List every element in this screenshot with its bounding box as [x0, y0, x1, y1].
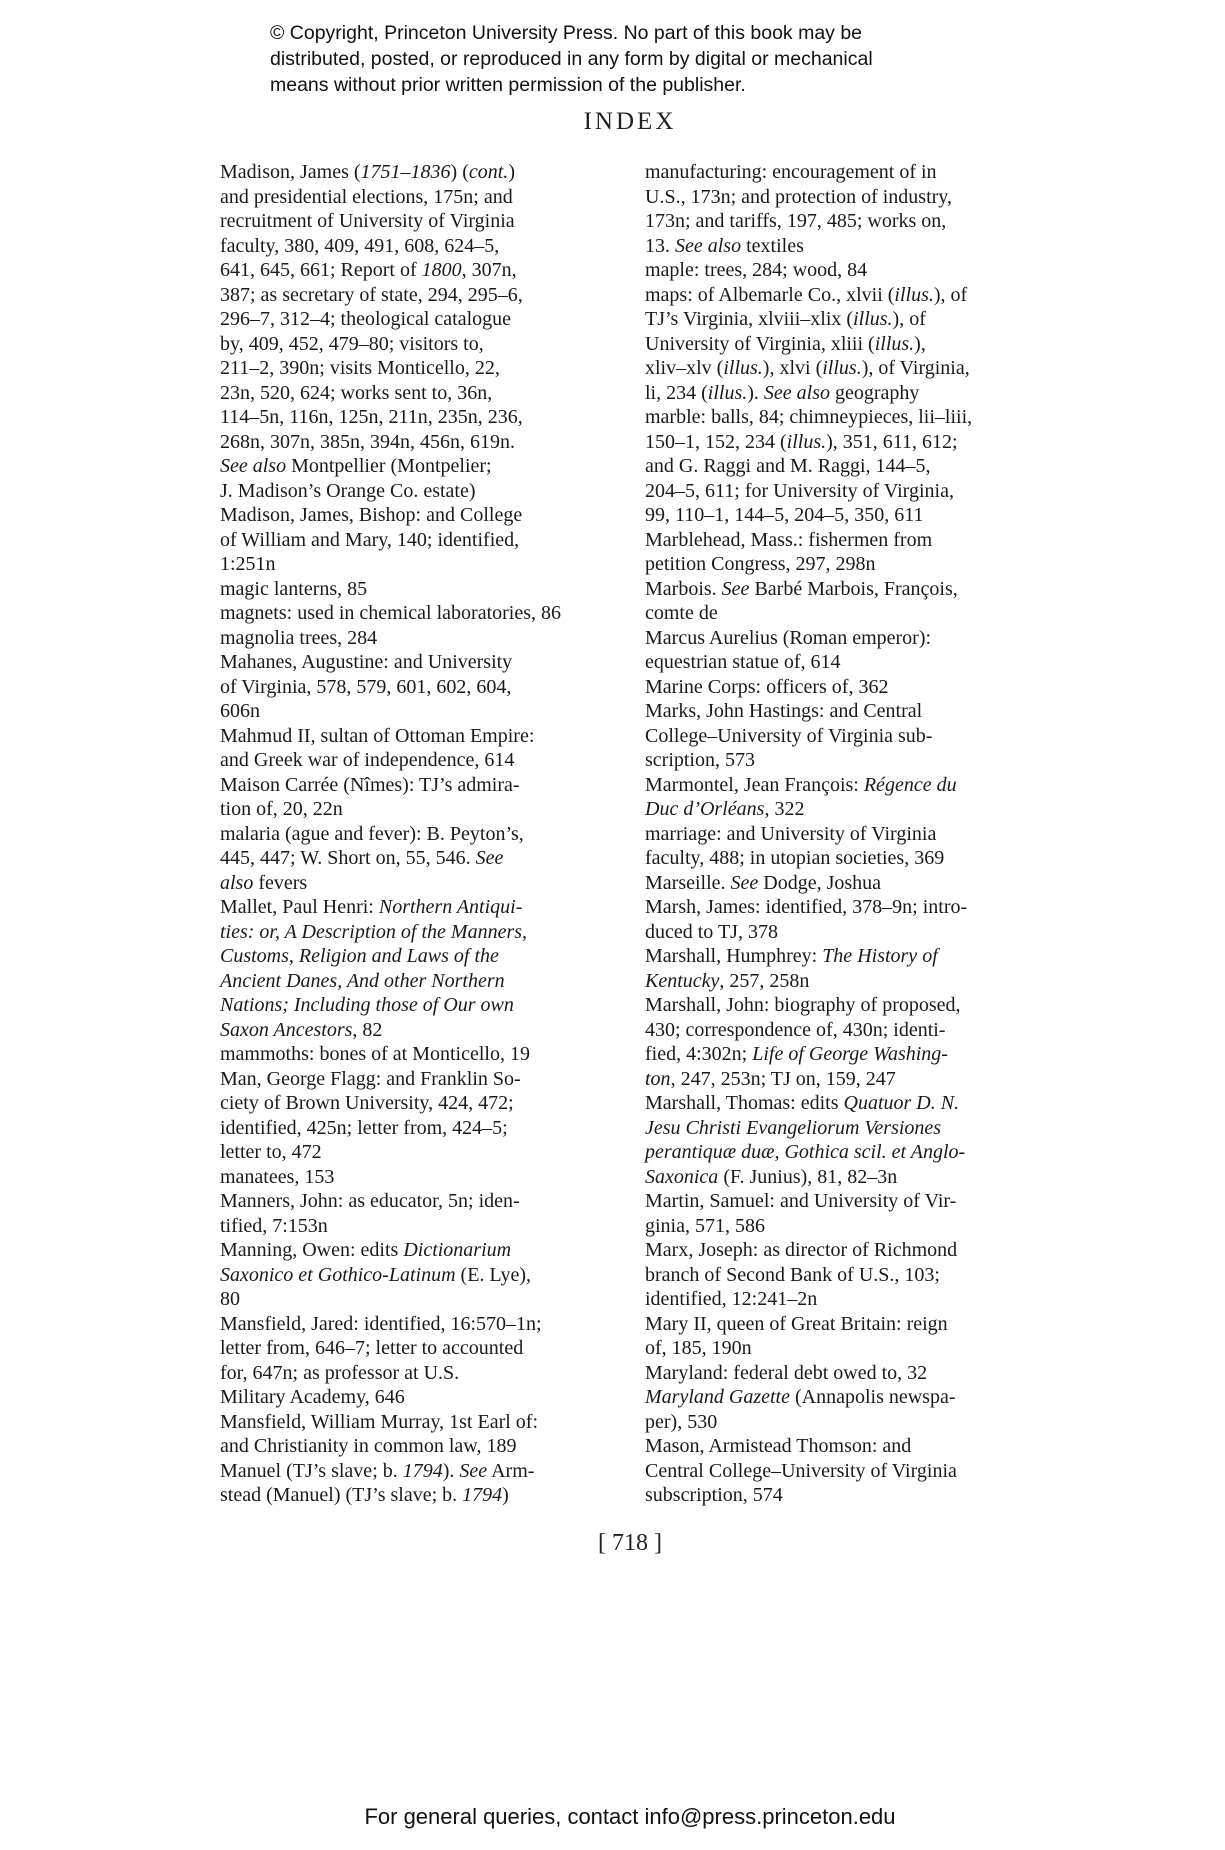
index-entry	[645, 405, 1045, 528]
index-entry-line: 1:251n	[220, 553, 276, 575]
index-entry-line: 204–5, 611; for University of Virginia,	[645, 479, 954, 502]
index-entry-line: 173n; and tariffs, 197, 485; works on,	[645, 210, 947, 232]
index-entry	[645, 1385, 1045, 1434]
index-entry-line: Martin, Samuel: and University of Vir-	[645, 1190, 957, 1212]
index-entry	[220, 601, 620, 626]
index-entry-line: University of Virginia, xliii (illus.),	[645, 332, 926, 355]
index-entry	[645, 1189, 1045, 1238]
index-entry-line: Marshall, John: biography of proposed,	[645, 994, 961, 1016]
index-entry-line: and Christianity in common law, 189	[220, 1435, 517, 1457]
index-entry-line: Mahanes, Augustine: and University	[220, 651, 513, 673]
index-entry-line: branch of Second Bank of U.S., 103;	[645, 1263, 940, 1286]
index-entry	[645, 699, 1045, 773]
index-entry-line: Mason, Armistead Thomson: and	[645, 1435, 912, 1457]
index-entry-line: Mary II, queen of Great Britain: reign	[645, 1312, 948, 1335]
index-entry-line: recruitment of University of Virginia	[220, 210, 515, 232]
index-entry-line: 23n, 520, 624; works sent to, 36n,	[220, 381, 493, 404]
index-entry-line: of Virginia, 578, 579, 601, 602, 604,	[220, 675, 512, 698]
index-entry-line: Marblehead, Mass.: fishermen from	[645, 528, 933, 551]
index-entry-line: scription, 573	[645, 749, 755, 771]
index-entry-line: Marks, John Hastings: and Central	[645, 700, 923, 722]
copyright-line: means without prior written permission of the publisher.	[270, 74, 746, 96]
index-entry-line: 211–2, 390n; visits Monticello, 22,	[220, 357, 500, 379]
index-entry	[645, 871, 1045, 896]
index-entry-line: Mansfield, Jared: identified, 16:570–1n;	[220, 1312, 542, 1335]
index-entry-line: Duc d’Orléans, 322	[645, 798, 805, 820]
index-entry	[220, 626, 620, 651]
index-entry	[645, 528, 1045, 577]
index-entry-line: Ancient Danes, And other Northern	[220, 969, 505, 992]
index-entry	[220, 160, 620, 503]
index-entry-line: petition Congress, 297, 298n	[645, 553, 876, 575]
index-entry	[220, 822, 620, 896]
index-entry-line: 80	[220, 1288, 240, 1310]
index-entry-line: maple: trees, 284; wood, 84	[645, 259, 868, 281]
index-entry-line: Saxon Ancestors, 82	[220, 1018, 383, 1041]
index-entry	[220, 1312, 620, 1410]
index-entry-line: Mallet, Paul Henri: Northern Antiqui-	[220, 896, 523, 918]
index-entry-line: magnets: used in chemical laboratories, 86	[220, 602, 562, 624]
index-entry-line: Nations; Including those of Our own	[220, 994, 514, 1016]
index-entry-line: for, 647n; as professor at U.S.	[220, 1361, 460, 1384]
index-entry-line: subscription, 574	[645, 1484, 783, 1506]
index-entry-line: 445, 447; W. Short on, 55, 546. See	[220, 847, 504, 869]
index-entry-line: equestrian statue of, 614	[645, 651, 841, 673]
index-entry-line: and presidential elections, 175n; and	[220, 185, 513, 208]
index-entry-line: magnolia trees, 284	[220, 626, 378, 649]
index-entry-line: by, 409, 452, 479–80; visitors to,	[220, 332, 484, 355]
index-entry-line: Mahmud II, sultan of Ottoman Empire:	[220, 724, 535, 747]
index-entry-line: 99, 110–1, 144–5, 204–5, 350, 611	[645, 504, 924, 526]
index-entry-line: 13. See also textiles	[645, 234, 804, 257]
index-entry	[645, 1361, 1045, 1386]
index-entry-line: 641, 645, 661; Report of 1800, 307n,	[220, 259, 517, 281]
index-entry-line: Saxonica (F. Junius), 81, 82–3n	[645, 1165, 898, 1188]
index-entry-line: Mansfield, William Murray, 1st Earl of:	[220, 1410, 539, 1433]
index-entry-line: 296–7, 312–4; theological catalogue	[220, 308, 512, 330]
index-entry-line: J. Madison’s Orange Co. estate)	[220, 479, 476, 502]
index-entry-line: See also Montpellier (Montpelier;	[220, 455, 492, 477]
index-entry-line: ton, 247, 253n; TJ on, 159, 247	[645, 1067, 896, 1090]
index-entry-line: Marshall, Thomas: edits Quatuor D. N.	[645, 1092, 960, 1114]
index-entry	[645, 822, 1045, 871]
index-column-right	[645, 160, 1045, 1508]
index-entry-line: Military Academy, 646	[220, 1386, 405, 1408]
index-entry	[220, 895, 620, 1042]
index-entry-line: letter to, 472	[220, 1141, 322, 1163]
index-entry	[645, 773, 1045, 822]
index-entry-line: 387; as secretary of state, 294, 295–6,	[220, 283, 523, 306]
index-entry	[645, 1434, 1045, 1508]
index-entry-line: stead (Manuel) (TJ’s slave; b. 1794)	[220, 1484, 509, 1506]
index-entry-line: identified, 425n; letter from, 424–5;	[220, 1116, 508, 1139]
index-entry-line: 606n	[220, 700, 260, 722]
footer-contact: For general queries, contact info@press.princeton.edu	[364, 1804, 896, 1829]
index-entry-line: maps: of Albemarle Co., xlvii (illus.), of	[645, 283, 968, 306]
index-entry-line: 430; correspondence of, 430n; identi-	[645, 1018, 946, 1041]
index-entry	[220, 1459, 620, 1508]
index-entry	[220, 1238, 620, 1312]
index-entry-line: ginia, 571, 586	[645, 1214, 765, 1237]
index-entry-line: Maison Carrée (Nîmes): TJ’s admira-	[220, 773, 520, 796]
index-entry-line: Marcus Aurelius (Roman emperor):	[645, 626, 932, 649]
copyright-line: © Copyright, Princeton University Press. No part of this book may be	[270, 22, 863, 44]
index-entry-line: TJ’s Virginia, xlviii–xlix (illus.), of	[645, 308, 926, 330]
copyright-notice	[270, 20, 990, 98]
index-entry	[645, 626, 1045, 675]
index-entry-line: 268n, 307n, 385n, 394n, 456n, 619n.	[220, 430, 515, 453]
index-entry-line: Madison, James, Bishop: and College	[220, 504, 523, 526]
index-entry-line: 114–5n, 116n, 125n, 211n, 235n, 236,	[220, 406, 523, 428]
index-entry-line: duced to TJ, 378	[645, 920, 778, 943]
index-entry	[645, 1312, 1045, 1361]
index-entry	[220, 1410, 620, 1459]
index-entry-line: marble: balls, 84; chimneypieces, lii–liii,	[645, 406, 973, 428]
page-number: [ 718 ]	[598, 1530, 662, 1556]
index-entry-line: and G. Raggi and M. Raggi, 144–5,	[645, 455, 931, 477]
index-entry-line: ties: or, A Description of the Manners,	[220, 920, 528, 943]
index-entry-line: Central College–University of Virginia	[645, 1459, 957, 1482]
index-entry-line: of, 185, 190n	[645, 1337, 752, 1359]
index-entry-line: of William and Mary, 140; identified,	[220, 528, 520, 551]
index-entry-line: faculty, 380, 409, 491, 608, 624–5,	[220, 234, 500, 257]
index-entry-line: Manuel (TJ’s slave; b. 1794). See Arm-	[220, 1459, 535, 1482]
index-entry	[645, 944, 1045, 993]
index-entry-line: per), 530	[645, 1410, 718, 1433]
copyright-line: distributed, posted, or reproduced in any form by digital or mechanical	[270, 48, 873, 70]
index-entry-line: manatees, 153	[220, 1165, 335, 1188]
index-entry	[220, 1165, 620, 1190]
index-entry-line: also fevers	[220, 871, 308, 894]
index-entry-line: manufacturing: encouragement of in	[645, 161, 937, 183]
index-entry-line: Kentucky, 257, 258n	[645, 969, 810, 992]
index-entry-line: malaria (ague and fever): B. Peyton’s,	[220, 822, 524, 845]
index-entry-line: perantiquæ duæ, Gothica scil. et Anglo-	[645, 1141, 966, 1163]
index-entry-line: marriage: and University of Virginia	[645, 822, 937, 845]
index-entry-line: faculty, 488; in utopian societies, 369	[645, 847, 945, 869]
index-entry-line: ciety of Brown University, 424, 472;	[220, 1092, 514, 1114]
index-entry-line: Jesu Christi Evangeliorum Versiones	[645, 1116, 942, 1139]
index-entry-line: Marshall, Humphrey: The History of	[645, 945, 938, 967]
index-column-left	[220, 160, 620, 1508]
index-entry-line: Madison, James (1751–1836) (cont.)	[220, 161, 515, 183]
index-entry-line: tified, 7:153n	[220, 1214, 328, 1237]
index-entry	[645, 895, 1045, 944]
index-entry-line: comte de	[645, 602, 718, 624]
index-entry	[645, 258, 1045, 283]
index-entry	[220, 1189, 620, 1238]
index-entry	[645, 577, 1045, 626]
index-entry-line: tion of, 20, 22n	[220, 798, 343, 820]
index-entry-line: xliv–xlv (illus.), xlvi (illus.), of Virginia,	[645, 357, 970, 379]
index-entry	[645, 1238, 1045, 1312]
index-entry	[220, 1067, 620, 1165]
index-entry-line: Marbois. See Barbé Marbois, François,	[645, 577, 958, 600]
index-entry-line: Manning, Owen: edits Dictionarium	[220, 1239, 512, 1261]
index-entry	[220, 577, 620, 602]
index-entry	[645, 1091, 1045, 1189]
index-entry-line: Marsh, James: identified, 378–9n; intro-	[645, 896, 968, 918]
index-entry-line: identified, 12:241–2n	[645, 1288, 818, 1310]
index-entry-line: Maryland Gazette (Annapolis newspa-	[645, 1386, 956, 1408]
page-heading: INDEX	[583, 108, 677, 135]
index-entry-line: Marseille. See Dodge, Joshua	[645, 871, 882, 894]
index-entry-line: li, 234 (illus.). See also geography	[645, 381, 920, 404]
index-entry-line: fied, 4:302n; Life of George Washing-	[645, 1043, 948, 1065]
index-entry-line: Customs, Religion and Laws of the	[220, 945, 499, 967]
index-entry-line: U.S., 173n; and protection of industry,	[645, 185, 953, 208]
index-entry	[220, 503, 620, 577]
index-entry-line: Maryland: federal debt owed to, 32	[645, 1361, 928, 1384]
index-entry-line: Marx, Joseph: as director of Richmond	[645, 1239, 958, 1261]
index-entry	[220, 773, 620, 822]
index-entry-line: Manners, John: as educator, 5n; iden-	[220, 1190, 520, 1212]
index-entry-line: Man, George Flagg: and Franklin So-	[220, 1067, 521, 1090]
index-entry-line: College–University of Virginia sub-	[645, 724, 933, 747]
index-entry	[645, 675, 1045, 700]
index-entry-line: magic lanterns, 85	[220, 577, 368, 600]
index-entry-line: Marine Corps: officers of, 362	[645, 675, 889, 698]
index-entry-line: Marmontel, Jean François: Régence du	[645, 773, 957, 796]
index-entry-line: letter from, 646–7; letter to accounted	[220, 1337, 524, 1359]
index-entry	[645, 283, 1045, 406]
index-entry-line: and Greek war of independence, 614	[220, 749, 515, 771]
index-entry	[645, 160, 1045, 258]
index-entry-line: mammoths: bones of at Monticello, 19	[220, 1043, 530, 1065]
index-entry	[220, 724, 620, 773]
index-entry	[220, 650, 620, 724]
index-entry	[645, 993, 1045, 1091]
index-entry-line: 150–1, 152, 234 (illus.), 351, 611, 612;	[645, 430, 958, 453]
index-entry	[220, 1042, 620, 1067]
index-entry-line: Saxonico et Gothico-Latinum (E. Lye),	[220, 1263, 532, 1286]
